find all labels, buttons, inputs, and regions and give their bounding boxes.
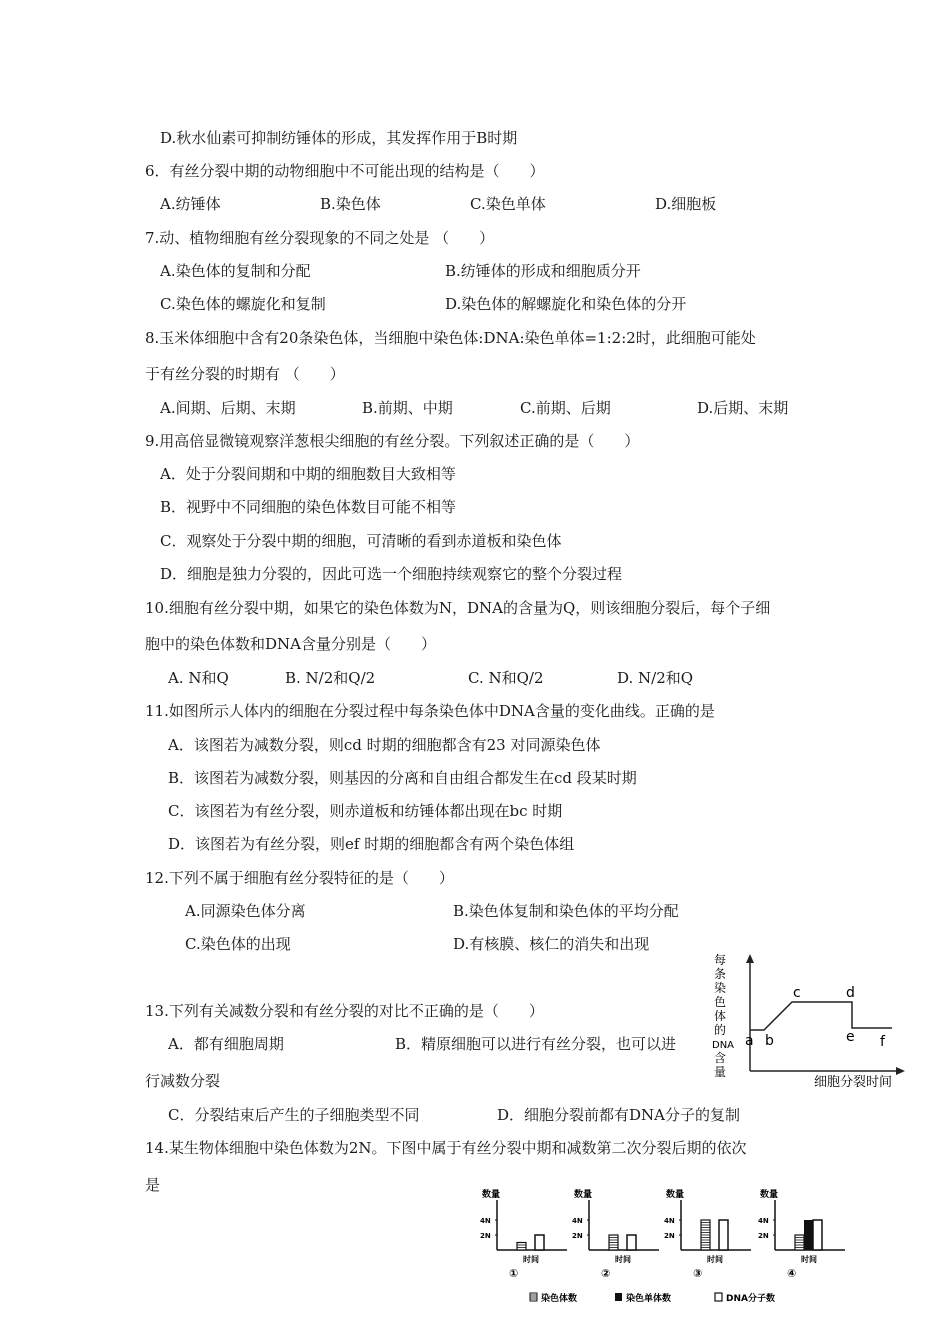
text-line: C.染色体的螺旋化和复制 (160, 295, 326, 313)
text-line: C．该图若为有丝分裂，则赤道板和纺锤体都出现在bc 时期 (168, 802, 563, 820)
bar-x-axis-label: 时间 (523, 1255, 539, 1264)
text-line: C. N和Q/2 (468, 669, 544, 687)
curve-ylabel-1: 每 (714, 953, 727, 967)
bar-dna-count (813, 1220, 822, 1250)
bar-tick-4n: 4N (664, 1217, 675, 1225)
text-line: B.染色体 (320, 195, 381, 213)
dna-content-curve-figure (712, 948, 912, 1093)
bar-y-axis-label: 数量 (666, 1190, 685, 1200)
text-line: 行减数分裂 (145, 1072, 221, 1090)
text-line: D.后期、末期 (697, 399, 789, 417)
text-line: B. N/2和Q/2 (285, 669, 376, 687)
text-line: D．该图若为有丝分裂，则ef 时期的细胞都含有两个染色体组 (168, 835, 575, 853)
text-line: 9.用高倍显微镜观察洋葱根尖细胞的有丝分裂。下列叙述正确的是（ ） (145, 432, 640, 450)
text-line: A.同源染色体分离 (185, 902, 306, 920)
legend-label: 染色体数 (541, 1294, 578, 1304)
bar-y-axis-label: 数量 (482, 1190, 501, 1200)
text-line: 13.下列有关减数分裂和有丝分裂的对比不正确的是（ ） (145, 1002, 544, 1020)
bar-dna-count (535, 1235, 544, 1250)
bar-tick-2n: 2N (758, 1232, 769, 1240)
curve-ylabel-2: 条 (714, 967, 727, 981)
curve-ylabel-8: 含 (714, 1051, 727, 1065)
text-line: B.纺锤体的形成和细胞质分开 (445, 262, 641, 280)
bar-tick-4n: 4N (480, 1217, 491, 1225)
bar-x-axis-label: 时间 (801, 1255, 817, 1264)
text-line: B．该图若为减数分裂，则基因的分离和自由组合都发生在cd 段某时期 (168, 769, 637, 787)
point-label-c: c (793, 985, 801, 1001)
curve-ylabel-6: 的 (714, 1023, 727, 1037)
bar-chromosome-count (517, 1243, 526, 1251)
text-line: 7.动、植物细胞有丝分裂现象的不同之处是 （ ） (145, 229, 495, 247)
text-line: D.秋水仙素可抑制纺锤体的形成，其发挥作用于B时期 (160, 129, 518, 147)
bar-tick-4n: 4N (758, 1217, 769, 1225)
panel-number: ③ (693, 1267, 703, 1280)
bar-tick-2n: 2N (664, 1232, 675, 1240)
text-line: D. N/2和Q (617, 669, 694, 687)
curve-xlabel: 细胞分裂时间 (814, 1075, 893, 1090)
curve-ylabel-5: 体 (714, 1009, 727, 1023)
bar-x-axis-label: 时间 (615, 1255, 631, 1264)
curve-ylabel-4: 色 (714, 995, 727, 1009)
bar-chromatid-count (804, 1220, 813, 1250)
text-line: 于有丝分裂的时期有 （ ） (145, 365, 345, 383)
text-line: D．细胞分裂前都有DNA分子的复制 (497, 1106, 741, 1124)
panel-number: ① (509, 1267, 519, 1280)
bar-dna-count (719, 1220, 728, 1250)
text-line: B．精原细胞可以进行有丝分裂，也可以进 (395, 1035, 677, 1053)
point-label-a: a (745, 1033, 754, 1049)
text-line: 12.下列不属于细胞有丝分裂特征的是（ ） (145, 869, 454, 887)
text-line: D.有核膜、核仁的消失和出现 (453, 935, 650, 953)
bar-tick-2n: 2N (572, 1232, 583, 1240)
dna-content-curve (750, 1002, 892, 1030)
point-label-e: e (846, 1029, 855, 1045)
text-line: C.染色体的出现 (185, 935, 291, 953)
text-line: 是 (145, 1176, 161, 1194)
panel-number: ② (601, 1267, 611, 1280)
point-label-b: b (765, 1033, 774, 1049)
chromosome-bar-charts (475, 1185, 855, 1310)
bar-y-axis-label: 数量 (574, 1190, 593, 1200)
bar-tick-2n: 2N (480, 1232, 491, 1240)
text-line: C.前期、后期 (520, 399, 611, 417)
curve-ylabel-3: 染 (714, 981, 727, 995)
text-line: D．细胞是独力分裂的，因此可选一个细胞持续观察它的整个分裂过程 (160, 565, 623, 583)
text-line: D.细胞板 (655, 195, 717, 213)
text-line: A.纺锤体 (160, 195, 221, 213)
curve-y-arrow (746, 954, 754, 963)
text-line: A．处于分裂间期和中期的细胞数目大致相等 (160, 465, 456, 483)
text-line: C.染色单体 (470, 195, 546, 213)
legend-label: 染色单体数 (626, 1294, 672, 1304)
curve-x-arrow (896, 1067, 905, 1075)
text-line: 8.玉米体细胞中含有20条染色体，当细胞中染色体:DNA:染色单体=1:2:2时，此细胞可能处 (145, 329, 756, 347)
text-line: 14.某生物体细胞中染色体数为2N。下图中属于有丝分裂中期和减数第二次分裂后期的依次 (145, 1139, 747, 1157)
legend-swatch-chromatid (615, 1293, 622, 1301)
text-line: A．都有细胞周期 (168, 1035, 284, 1053)
text-line: D.染色体的解螺旋化和染色体的分开 (445, 295, 687, 313)
text-line: C．分裂结束后产生的子细胞类型不同 (168, 1106, 420, 1124)
legend-swatch-dna (715, 1293, 722, 1301)
text-line: A．该图若为减数分裂，则cd 时期的细胞都含有23 对同源染色体 (168, 736, 601, 754)
text-line: B.前期、中期 (362, 399, 453, 417)
bar-dna-count (627, 1235, 636, 1250)
point-label-d: d (846, 985, 855, 1001)
text-line: A.染色体的复制和分配 (160, 262, 311, 280)
text-line: 胞中的染色体数和DNA含量分别是（ ） (145, 635, 436, 653)
text-line: 11.如图所示人体内的细胞在分裂过程中每条染色体中DNA含量的变化曲线。正确的是 (145, 702, 715, 720)
legend-label: DNA分子数 (726, 1294, 775, 1304)
curve-ylabel-9: 量 (714, 1065, 727, 1079)
text-line: B.染色体复制和染色体的平均分配 (453, 902, 679, 920)
bar-x-axis-label: 时间 (707, 1255, 723, 1264)
bar-tick-4n: 4N (572, 1217, 583, 1225)
text-line: B．视野中不同细胞的染色体数目可能不相等 (160, 498, 457, 516)
text-line: C．观察处于分裂中期的细胞，可清晰的看到赤道板和染色体 (160, 532, 562, 550)
text-line: 6．有丝分裂中期的动物细胞中不可能出现的结构是（ ） (145, 162, 545, 180)
curve-ylabel-7: DNA (712, 1040, 735, 1051)
text-line: A. N和Q (168, 669, 229, 687)
text-line: 10.细胞有丝分裂中期，如果它的染色体数为N，DNA的含量为Q，则该细胞分裂后，每个子细 (145, 599, 771, 617)
bar-y-axis-label: 数量 (760, 1190, 779, 1200)
text-line: A.间期、后期、末期 (160, 399, 296, 417)
point-label-f: f (880, 1034, 885, 1050)
panel-number: ④ (787, 1267, 797, 1280)
